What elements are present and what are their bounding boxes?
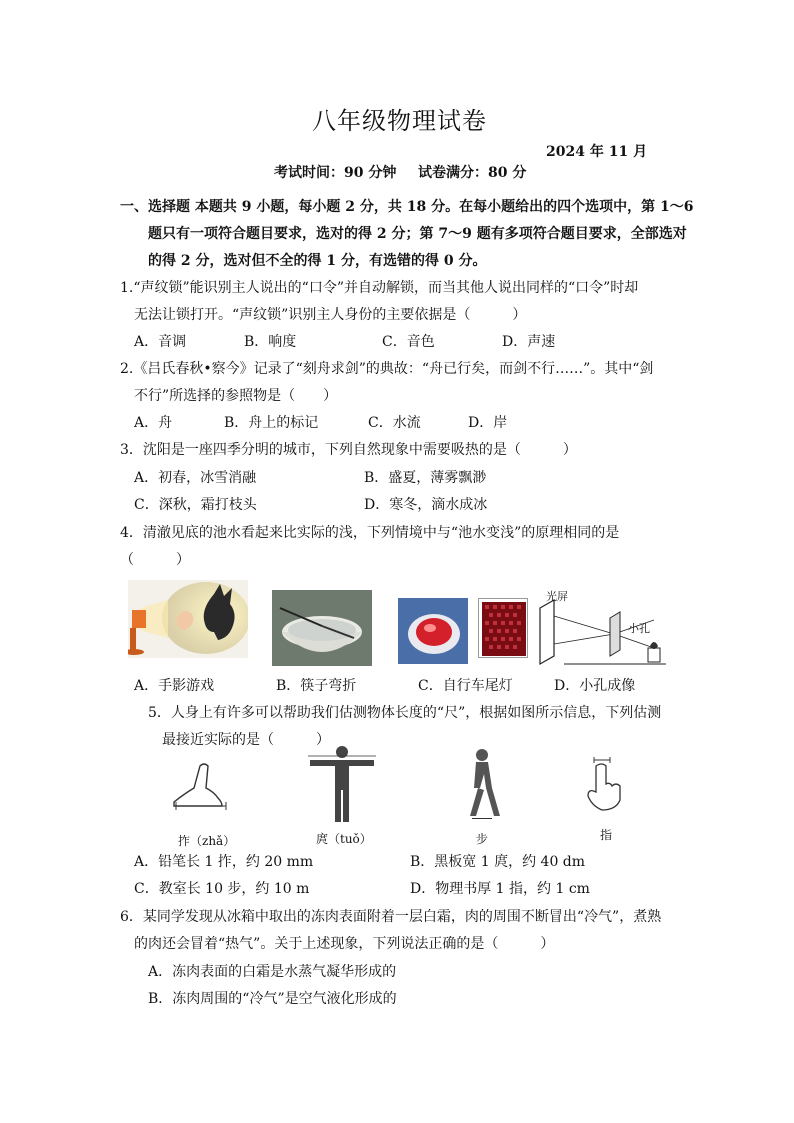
- exam-time: 考试时间：90 分钟: [274, 165, 397, 181]
- arm-span-figure: [306, 744, 378, 826]
- q1-option-a: A．音调: [134, 334, 187, 350]
- chopstick-bowl-image: [272, 590, 372, 666]
- q4-option-a: A．手影游戏: [134, 678, 215, 694]
- q2-stem-line1: 2.《吕氏春秋•察今》记录了“刻舟求剑”的典故：“舟已行矣，而剑不行……”。其中“剑: [120, 361, 654, 377]
- fig-label-arm-span: 庹（tuǒ）: [316, 832, 372, 846]
- q1-stem-line2: 无法让锁打开。“声纹锁”识别主人身份的主要依据是（ ）: [134, 307, 527, 323]
- q3-option-c: C．深秋，霜打枝头: [134, 497, 257, 513]
- q5-option-c: C．教室长 10 步，约 10 m: [134, 881, 310, 897]
- hand-span-figure: [168, 756, 234, 812]
- q2-option-b: B．舟上的标记: [224, 415, 319, 431]
- q1-option-b: B．响度: [244, 334, 297, 350]
- reflector-pattern-image: [478, 598, 528, 658]
- q1-stem-line1: 1.“声纹锁”能识别主人说出的“口令”并自动解锁，而当其他人说出同样的“口令”时却: [120, 280, 639, 296]
- stride-measure-line: [472, 818, 492, 819]
- q6-stem-line2: 的肉还会冒着“热气”。关于上述现象，下列说法正确的是（ ）: [134, 936, 555, 952]
- tail-light-image: [398, 598, 468, 664]
- fig-label-finger: 指: [600, 828, 613, 842]
- q1-option-d: D．声速: [502, 334, 556, 350]
- q1-option-c: C．音色: [382, 334, 435, 350]
- q2-option-d: D．岸: [468, 415, 508, 431]
- q4-option-b: B．筷子弯折: [276, 678, 357, 694]
- q4-stem-line1: 4．清澈见底的池水看起来比实际的浅，下列情境中与“池水变浅”的原理相同的是: [120, 525, 620, 541]
- q5-option-d: D．物理书厚 1 指，约 1 cm: [410, 881, 590, 897]
- finger-width-figure: [582, 756, 626, 812]
- q2-option-a: A．舟: [134, 415, 173, 431]
- q4-option-c: C．自行车尾灯: [418, 678, 513, 694]
- q4-stem-line2: （ ）: [120, 552, 190, 568]
- hand-shadow-image: [128, 580, 248, 658]
- exam-date: 2024 年 11 月: [546, 144, 648, 160]
- q6-stem-line1: 6．某同学发现从冰箱中取出的冻肉表面附着一层白霜，肉的周围不断冒出“冷气”，煮熟: [120, 909, 662, 925]
- q5-stem-line2: 最接近实际的是（ ）: [162, 732, 330, 748]
- full-score: 试卷满分：80 分: [418, 165, 527, 181]
- fig-label-hand-span: 拃（zhǎ）: [178, 834, 236, 848]
- q6-option-b: B．冻肉周围的“冷气”是空气液化形成的: [148, 991, 397, 1007]
- q5-stem-line1: 5．人身上有许多可以帮助我们估测物体长度的“尺”，根据如图所示信息，下列估测: [148, 705, 662, 721]
- q3-stem: 3．沈阳是一座四季分明的城市，下列自然现象中需要吸热的是（ ）: [120, 442, 577, 458]
- q6-option-a: A．冻肉表面的白霜是水蒸气凝华形成的: [148, 964, 397, 980]
- q5-option-b: B．黑板宽 1 庹，约 40 dm: [410, 854, 586, 870]
- fig-label-stride: 步: [476, 832, 489, 846]
- hole-label: 小孔: [628, 622, 650, 635]
- q5-option-a: A．铅笔长 1 拃，约 20 mm: [134, 854, 314, 870]
- q3-option-d: D．寒冬，滴水成冰: [364, 497, 488, 513]
- q2-option-c: C．水流: [368, 415, 421, 431]
- section1-line1: 一、选择题 本题共 9 小题，每小题 2 分，共 18 分。在每小题给出的四个选项中，第 1～6: [120, 199, 694, 215]
- section1-line2: 题只有一项符合题目要求，选对的得 2 分；第 7～9 题有多项符合题目要求，全部选对: [148, 226, 687, 242]
- screen-label: 光屏: [546, 590, 568, 603]
- q3-option-a: A．初春，冰雪消融: [134, 470, 257, 486]
- q3-option-b: B．盛夏，薄雾飘渺: [364, 470, 487, 486]
- section1-line3: 的得 2 分，选对但不全的得 1 分，有选错的得 0 分。: [148, 253, 487, 269]
- stride-figure: [462, 748, 502, 820]
- page-title: 八年级物理试卷: [312, 107, 487, 135]
- q4-option-d: D．小孔成像: [554, 678, 636, 694]
- q2-stem-line2: 不行”所选择的参照物是（ ）: [134, 388, 338, 404]
